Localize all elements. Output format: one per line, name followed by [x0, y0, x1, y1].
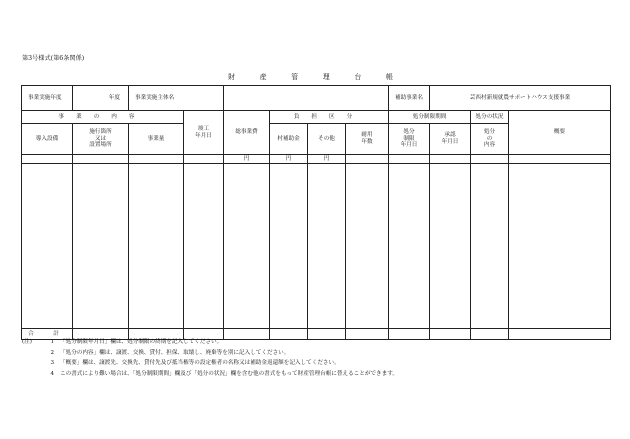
- note-text: 「概要」欄は、譲渡先、交換先、貸付先及び抵当権等の設定権者の名称又は補助金返還額を記入してください。: [60, 360, 340, 366]
- notes-section: [22, 337, 398, 379]
- summary-header: 概要: [509, 111, 611, 155]
- cell-approval-unit[interactable]: [430, 155, 471, 164]
- cell-completion-unit[interactable]: [184, 155, 224, 164]
- approval-date-header: 承認 年月日: [430, 124, 471, 155]
- note-line: [22, 337, 398, 348]
- total-summary-cell[interactable]: [509, 329, 611, 340]
- completion-date-cell[interactable]: [184, 164, 224, 329]
- cell-limit-date-unit[interactable]: [389, 155, 430, 164]
- note-line: [22, 348, 398, 359]
- summary-cell[interactable]: [509, 164, 611, 329]
- disposal-status-header: 処分の状況: [471, 111, 509, 124]
- cell-volume-unit[interactable]: [129, 155, 184, 164]
- introduced-facility-cell[interactable]: [22, 164, 73, 329]
- subsidy-project-label: 補助事業名: [389, 86, 430, 111]
- fiscal-year-field[interactable]: 年度: [73, 86, 129, 111]
- document-title: 財 産 管 理 台 帳: [228, 73, 402, 81]
- construction-site-header: 施行箇所 又は 設置場所: [73, 124, 129, 155]
- note-line: [22, 369, 398, 380]
- village-subsidy-cell[interactable]: [270, 164, 308, 329]
- disposal-content-header: 処分 の 内容: [471, 124, 509, 155]
- note-text: 「処分の内容」欄は、譲渡、交換、貸付、担保、取壊し、廃棄等を別に記入してください。: [60, 349, 290, 356]
- entity-name-field[interactable]: [224, 86, 389, 111]
- note-number: 1: [50, 339, 54, 345]
- approval-date-cell[interactable]: [430, 164, 471, 329]
- total-disposal-cell[interactable]: [471, 329, 509, 340]
- yen-village-subsidy: 円: [270, 155, 308, 164]
- entity-name-label: 事業実施主体名: [129, 86, 224, 111]
- property-ledger-table: [21, 85, 611, 340]
- project-volume-cell[interactable]: [129, 164, 184, 329]
- subsidy-project-value: 芸西村新規就農サポートハウス支援事業: [430, 86, 611, 111]
- burden-division-header: 負担区分: [270, 111, 389, 124]
- entry-row: [22, 164, 611, 329]
- fiscal-year-label: 事業実施年度: [22, 86, 73, 111]
- total-approval-cell[interactable]: [430, 329, 471, 340]
- disposal-limit-period-header: 処分制限期間: [389, 111, 471, 124]
- cell-facility-unit[interactable]: [22, 155, 73, 164]
- disposal-limit-date-header: 処分 制限 年月日: [389, 124, 430, 155]
- note-text: この書式により難い場合は、「処分制限期間」欄及び「処分の状況」欄を含む他の書式をもって財産管理台帳に替えることができます。: [60, 370, 398, 377]
- introduced-facility-header: 導入設備: [22, 124, 73, 155]
- yen-total-cost: 円: [224, 155, 270, 164]
- village-subsidy-header: 村補助金: [270, 124, 308, 155]
- project-volume-header: 事業量: [129, 124, 184, 155]
- yen-other: 円: [308, 155, 346, 164]
- note-number: 3: [50, 360, 54, 366]
- business-content-header: 事業の内容: [22, 111, 184, 124]
- cell-site-unit[interactable]: [73, 155, 129, 164]
- disposal-limit-date-cell[interactable]: [389, 164, 430, 329]
- info-row: [22, 86, 611, 111]
- disposal-content-cell[interactable]: [471, 164, 509, 329]
- durable-years-header: 耐用 年数: [346, 124, 389, 155]
- note-line: [22, 358, 398, 369]
- total-label: 合 計: [22, 329, 73, 340]
- cell-disposal-unit[interactable]: [471, 155, 509, 164]
- yen-unit-row: [22, 155, 611, 164]
- total-cost-header: 総事業費: [224, 111, 270, 155]
- note-number: 4: [50, 370, 54, 377]
- other-burden-header: その他: [308, 124, 346, 155]
- durable-years-cell[interactable]: [346, 164, 389, 329]
- note-text: 「処分制限年月日」欄は、処分制限の終期を記入してください。: [60, 339, 223, 345]
- other-burden-cell[interactable]: [308, 164, 346, 329]
- cell-durable-unit[interactable]: [346, 155, 389, 164]
- form-number: 第3号様式(第6条関係): [22, 55, 85, 62]
- notes-mark: (注): [22, 339, 32, 345]
- completion-date-header: 竣工 年月日: [184, 111, 224, 155]
- cell-summary-unit[interactable]: [509, 155, 611, 164]
- total-cost-cell[interactable]: [224, 164, 270, 329]
- construction-site-cell[interactable]: [73, 164, 129, 329]
- note-number: 2: [50, 349, 54, 356]
- header-row-1: [22, 111, 611, 124]
